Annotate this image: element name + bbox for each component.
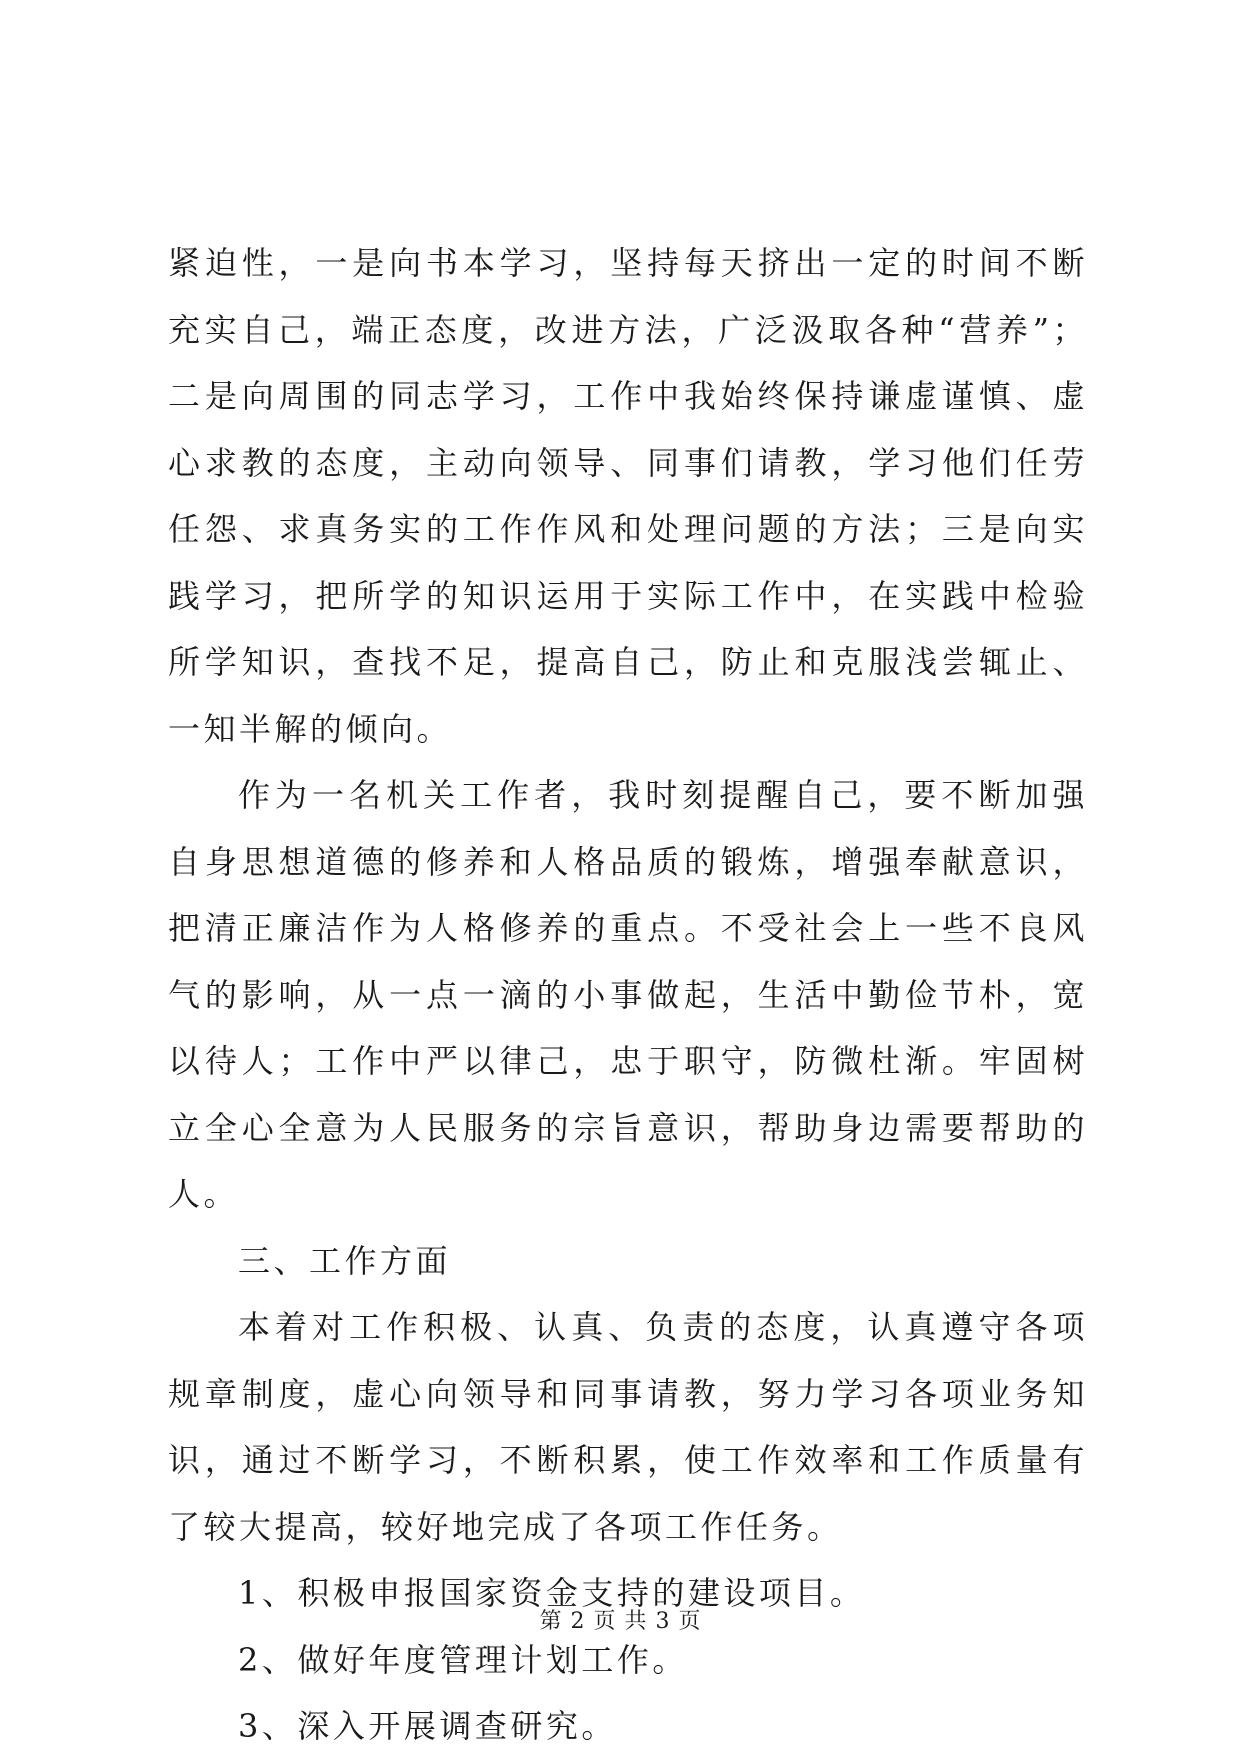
section-heading-work: 三、工作方面 (238, 1241, 452, 1280)
paragraph-work-attitude: 本着对工作积极、认真、负责的态度，认真遵守各项规章制度，虚心向领导和同事请教，努力学习各项业务知识，通过不断学习，不断积累，使工作效率和工作质量有了较大提高，较好地完成了各项工作任务。 (168, 1308, 1088, 1546)
list-item-3: 3、深入开展调查研究。 (238, 1707, 617, 1745)
paragraph-continued-study: 紧迫性，一是向书本学习，坚持每天挤出一定的时间不断充实自己，端正态度，改进方法，广泛汲取各种“营养”；二是向周围的同志学习，工作中我始终保持谦虚谨慎、虚心求教的态度，主动向领导、同事们请教，学习他们任劳任怨、求真务实的工作作风和处理问题的方法；三是向实践学习，把所学的知识运用于实际工作中，在实践中检验所学知识，查找不足，提高自己，防止和克服浅尝辄止、一知半解的倾向。 (168, 244, 1088, 748)
list-item-1: 1、积极申报国家资金支持的建设项目。 (238, 1574, 866, 1612)
page-number-footer: 第 2 页 共 3 页 (539, 1609, 702, 1634)
paragraph-moral-cultivation: 作为一名机关工作者，我时刻提醒自己，要不断加强自身思想道德的修养和人格品质的锻炼，增强奉献意识，把清正廉洁作为人格修养的重点。不受社会上一些不良风气的影响，从一点一滴的小事做起，生活中勤俭节朴，宽以待人；工作中严以律己，忠于职守，防微杜渐。牢固树立全心全意为人民服务的宗旨意识，帮助身边需要帮助的人。 (168, 776, 1088, 1213)
document-body (168, 230, 1088, 1760)
list-item-2: 2、做好年度管理计划工作。 (238, 1640, 688, 1679)
